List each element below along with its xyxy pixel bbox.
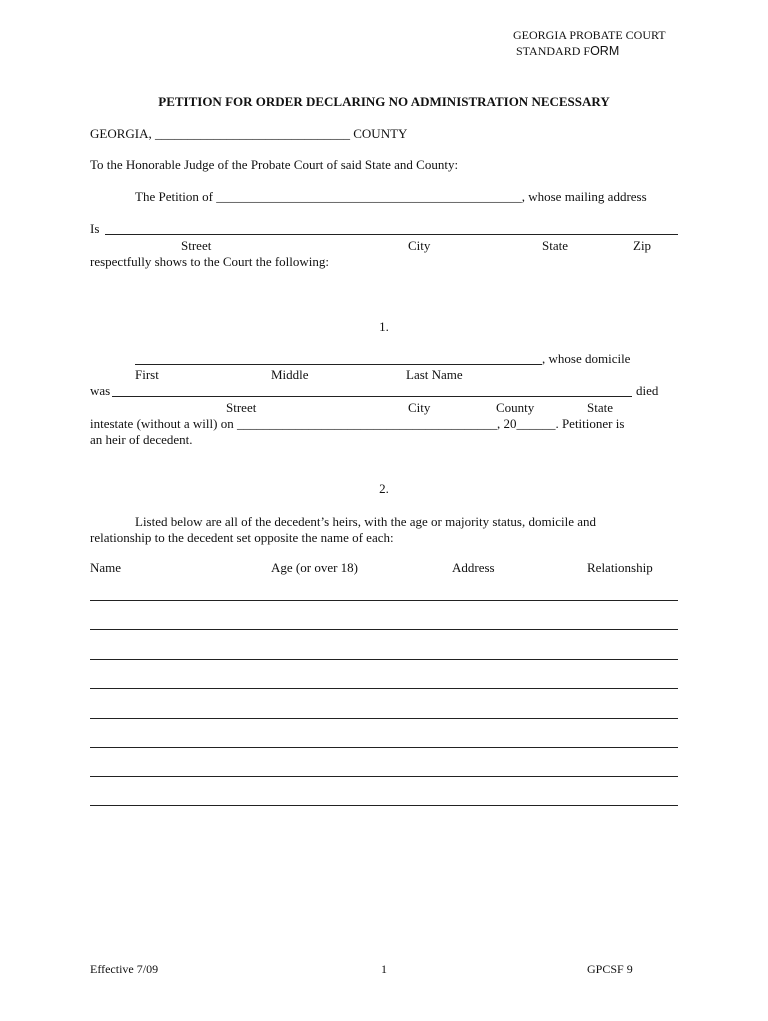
- footer-page-number: 1: [381, 962, 387, 976]
- state-caption: State: [542, 238, 568, 253]
- domicile-suffix: , whose domicile: [542, 351, 631, 366]
- column-header-relationship: Relationship: [587, 560, 653, 575]
- address-blank[interactable]: [105, 234, 678, 235]
- footer-effective-date: Effective 7/09: [90, 962, 159, 976]
- section-1-number: 1.: [379, 319, 389, 334]
- domicile-county-caption: County: [496, 400, 535, 415]
- zip-caption: Zip: [633, 238, 652, 253]
- first-caption: First: [135, 367, 159, 382]
- salutation: To the Honorable Judge of the Probate Court of said State and County:: [90, 157, 459, 172]
- heirs-paragraph-line-2: relationship to the decedent set opposite the name of each:: [90, 530, 394, 545]
- column-header-address: Address: [452, 560, 495, 575]
- city-caption: City: [408, 238, 431, 253]
- heir-row-line[interactable]: [90, 659, 678, 660]
- heir-row-line[interactable]: [90, 629, 678, 630]
- decedent-name-blank[interactable]: [135, 364, 542, 365]
- heir-row-line[interactable]: [90, 776, 678, 777]
- heir-row-line[interactable]: [90, 805, 678, 806]
- last-name-caption: Last Name: [406, 367, 463, 382]
- is-label: Is: [90, 221, 100, 236]
- footer-form-code: GPCSF 9: [587, 962, 633, 976]
- was-label: was: [90, 383, 111, 398]
- column-header-age: Age (or over 18): [271, 560, 358, 575]
- domicile-city-caption: City: [408, 400, 431, 415]
- petitioner-line: The Petition of _______________________________________________, whose mailing address: [135, 189, 647, 204]
- died-label: died: [636, 383, 659, 398]
- heir-line: an heir of decedent.: [90, 432, 193, 447]
- domicile-state-caption: State: [587, 400, 613, 415]
- court-header: GEORGIA PROBATE COURT: [513, 28, 666, 42]
- domicile-blank[interactable]: [112, 396, 632, 397]
- heir-row-line[interactable]: [90, 688, 678, 689]
- form-type-sans: ORM: [590, 44, 620, 58]
- street-caption: Street: [181, 238, 212, 253]
- heir-row-line[interactable]: [90, 718, 678, 719]
- form-type-header: [516, 44, 619, 59]
- column-header-name: Name: [90, 560, 122, 575]
- heir-row-line[interactable]: [90, 600, 678, 601]
- heir-row-line[interactable]: [90, 747, 678, 748]
- respectfully-line: respectfully shows to the Court the following:: [90, 254, 330, 269]
- page-title: PETITION FOR ORDER DECLARING NO ADMINISTRATION NECESSARY: [158, 94, 610, 109]
- middle-caption: Middle: [271, 367, 309, 382]
- county-line: GEORGIA, ______________________________ COUNTY: [90, 126, 408, 141]
- section-2-number: 2.: [379, 481, 389, 496]
- form-type-serif: STANDARD F: [516, 44, 591, 58]
- domicile-street-caption: Street: [226, 400, 257, 415]
- heirs-paragraph-line-1: Listed below are all of the decedent’s heirs, with the age or majority status, domicile and: [135, 514, 596, 529]
- intestate-line: intestate (without a will) on ________________________________________, 20______. Petitioner is: [90, 416, 625, 431]
